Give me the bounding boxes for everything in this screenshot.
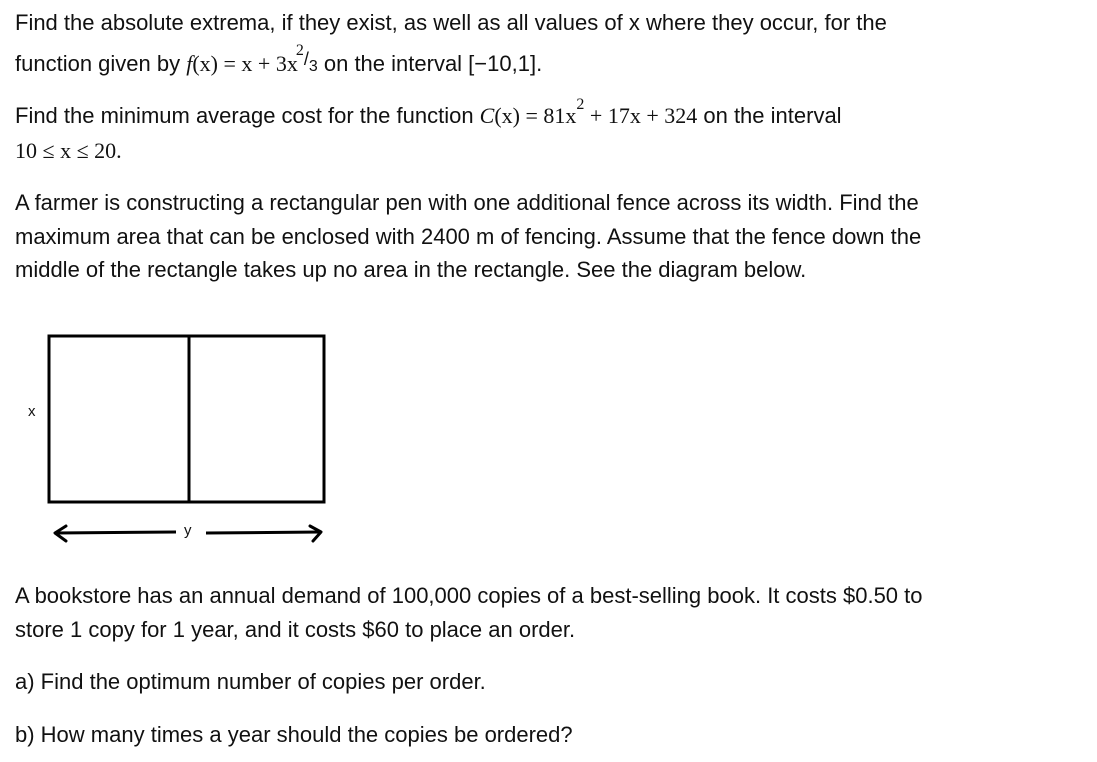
problem2-line2: 10 ≤ x ≤ 20. [15, 138, 122, 163]
problem1-text-a: function given by [15, 51, 187, 76]
problem3-line2: maximum area that can be enclosed with 2400 m of fencing. Assume that the fence down the [15, 224, 922, 249]
problem2-text-a: Find the minimum average cost for the function [15, 103, 480, 128]
problem3-line1: A farmer is constructing a rectangular pen with one additional fence across its width. Find the [15, 190, 919, 215]
exponent-denominator: 3 [308, 58, 318, 75]
pen-outer-rectangle [49, 336, 324, 502]
problem3-line3: middle of the rectangle takes up no area in the rectangle. See the diagram below. [15, 257, 807, 282]
problem2-text-b: on the interval [697, 103, 842, 128]
problem1-text-b: on the interval [−10,1]. [317, 51, 543, 76]
diagram-y-label: y [184, 522, 192, 539]
cost-tail: + 17x + 324 [584, 103, 698, 128]
exponent-numerator: 2 [295, 42, 304, 59]
left-arrow-shaft [56, 532, 176, 533]
function-expression: (x) = x + 3x [192, 51, 298, 76]
problem4-part-b: b) How many times a year should the copies be ordered? [15, 722, 573, 747]
diagram-x-label: x [28, 403, 36, 420]
function-c: C [479, 103, 495, 128]
problem4-line2: store 1 copy for 1 year, and it costs $60 to place an order. [15, 617, 576, 642]
problem4-part-a: a) Find the optimum number of copies per order. [15, 669, 486, 694]
problem1-line1: Find the absolute extrema, if they exist, as well as all values of x where they occur, for the [15, 10, 887, 35]
function-f: f [186, 51, 193, 76]
problem4-line1: A bookstore has an annual demand of 100,000 copies of a best-selling book. It costs $0.50 to [15, 583, 923, 608]
exponent-slash: / [303, 49, 309, 69]
right-arrow-shaft [206, 532, 321, 533]
cost-expression: (x) = 81x [494, 103, 577, 128]
cost-exponent: 2 [576, 96, 585, 113]
